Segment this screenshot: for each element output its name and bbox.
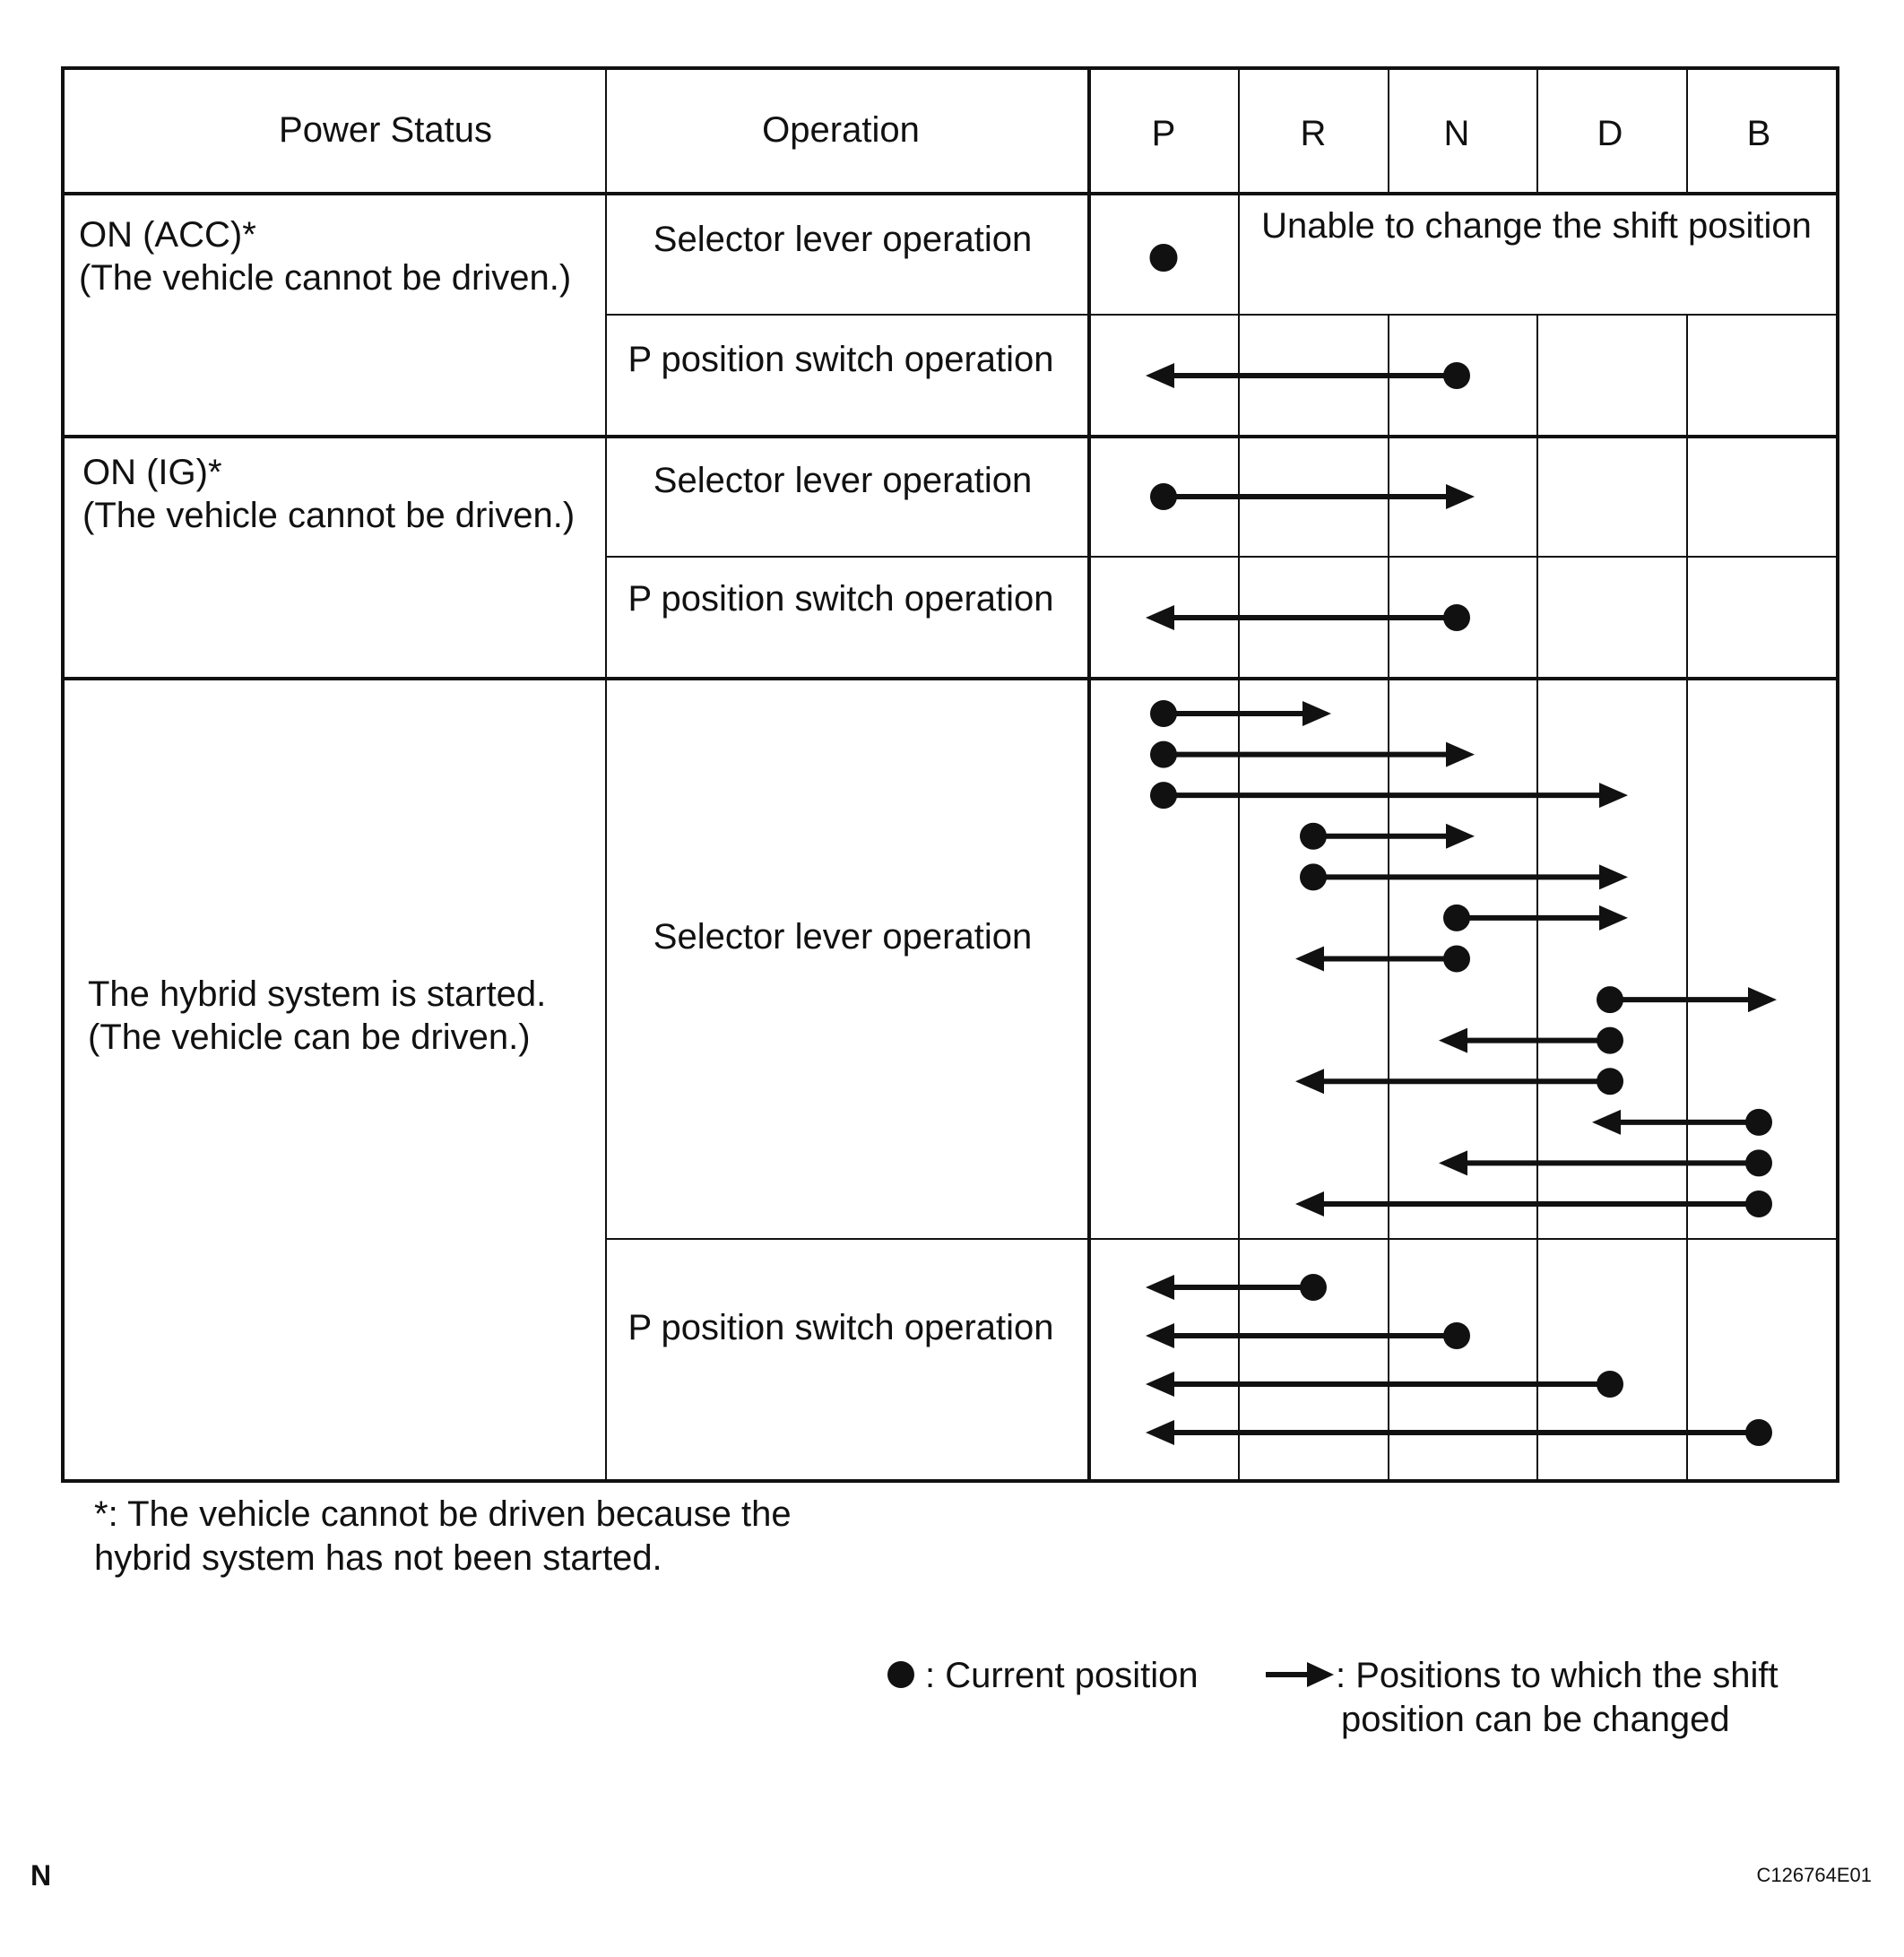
shift-arrow-p-to-n-2-0 [1150, 741, 1475, 768]
operation-p-switch-ig: P position switch operation [627, 579, 1054, 619]
shift-arrow-r-to-d-2-0 [1300, 863, 1628, 890]
shift-arrow-n-to-d-2-0 [1443, 905, 1628, 931]
position-header-d: D [1597, 114, 1623, 153]
legend [887, 1656, 1788, 1739]
shift-arrow-r-to-p-2-1 [1146, 1274, 1327, 1301]
footnote: *: The vehicle cannot be driven because the hybrid system has not been started. [94, 1494, 792, 1578]
shift-arrow-d-to-n-2-0 [1439, 1027, 1623, 1054]
legend-dot-label: : Current position [925, 1656, 1199, 1695]
unable-to-change-note: Unable to change the shift position [1261, 206, 1812, 246]
shift-arrow-n-to-p-0-1 [1146, 362, 1470, 389]
corner-letter: N [30, 1859, 52, 1892]
shift-arrow-r-to-n-2-0 [1300, 823, 1475, 850]
power-status-ig: ON (IG)* (The vehicle cannot be driven.) [82, 453, 576, 535]
position-header-n: N [1443, 114, 1470, 153]
shift-arrow-n-to-r-2-0 [1295, 946, 1470, 973]
operation-p-switch-acc: P position switch operation [627, 340, 1054, 379]
operation-selector-lever-hybrid: Selector lever operation [653, 917, 1033, 957]
shift-arrow-p-to-n-1-0 [1150, 483, 1475, 510]
shift-arrow-n-to-p-2-1 [1146, 1322, 1470, 1349]
current-position-dot-0-0-0 [1150, 245, 1177, 272]
position-header-p: P [1151, 114, 1176, 153]
operation-selector-lever-ig: Selector lever operation [653, 461, 1033, 500]
shift-arrow-n-to-p-1-1 [1146, 604, 1470, 631]
shift-arrow-b-to-d-2-0 [1592, 1109, 1772, 1136]
power-status-hybrid-started: The hybrid system is started. (The vehicle can be driven.) [88, 974, 547, 1057]
shift-arrow-b-to-n-2-0 [1439, 1149, 1772, 1176]
shift-arrow-p-to-r-2-0 [1150, 700, 1331, 727]
position-header-b: B [1746, 114, 1771, 153]
position-header-r: R [1300, 114, 1327, 153]
shift-arrow-d-to-p-2-1 [1146, 1371, 1623, 1398]
legend-dot-icon [887, 1661, 914, 1688]
header-operation: Operation [762, 110, 920, 150]
figure-code: C126764E01 [1756, 1864, 1872, 1886]
operation-p-switch-hybrid: P position switch operation [627, 1308, 1054, 1347]
legend-arrow-icon [1266, 1662, 1334, 1687]
shift-arrow-b-to-r-2-0 [1295, 1191, 1772, 1217]
power-status-acc: ON (ACC)* (The vehicle cannot be driven.) [79, 215, 572, 298]
shift-marks [1146, 245, 1777, 1447]
header-power-status: Power Status [279, 110, 492, 150]
position-headers [1152, 114, 1771, 153]
operation-selector-lever-acc: Selector lever operation [653, 220, 1033, 259]
legend-arrow-label: : Positions to which the shift position can be changed [1336, 1656, 1779, 1739]
shift-arrow-d-to-r-2-0 [1295, 1068, 1623, 1095]
